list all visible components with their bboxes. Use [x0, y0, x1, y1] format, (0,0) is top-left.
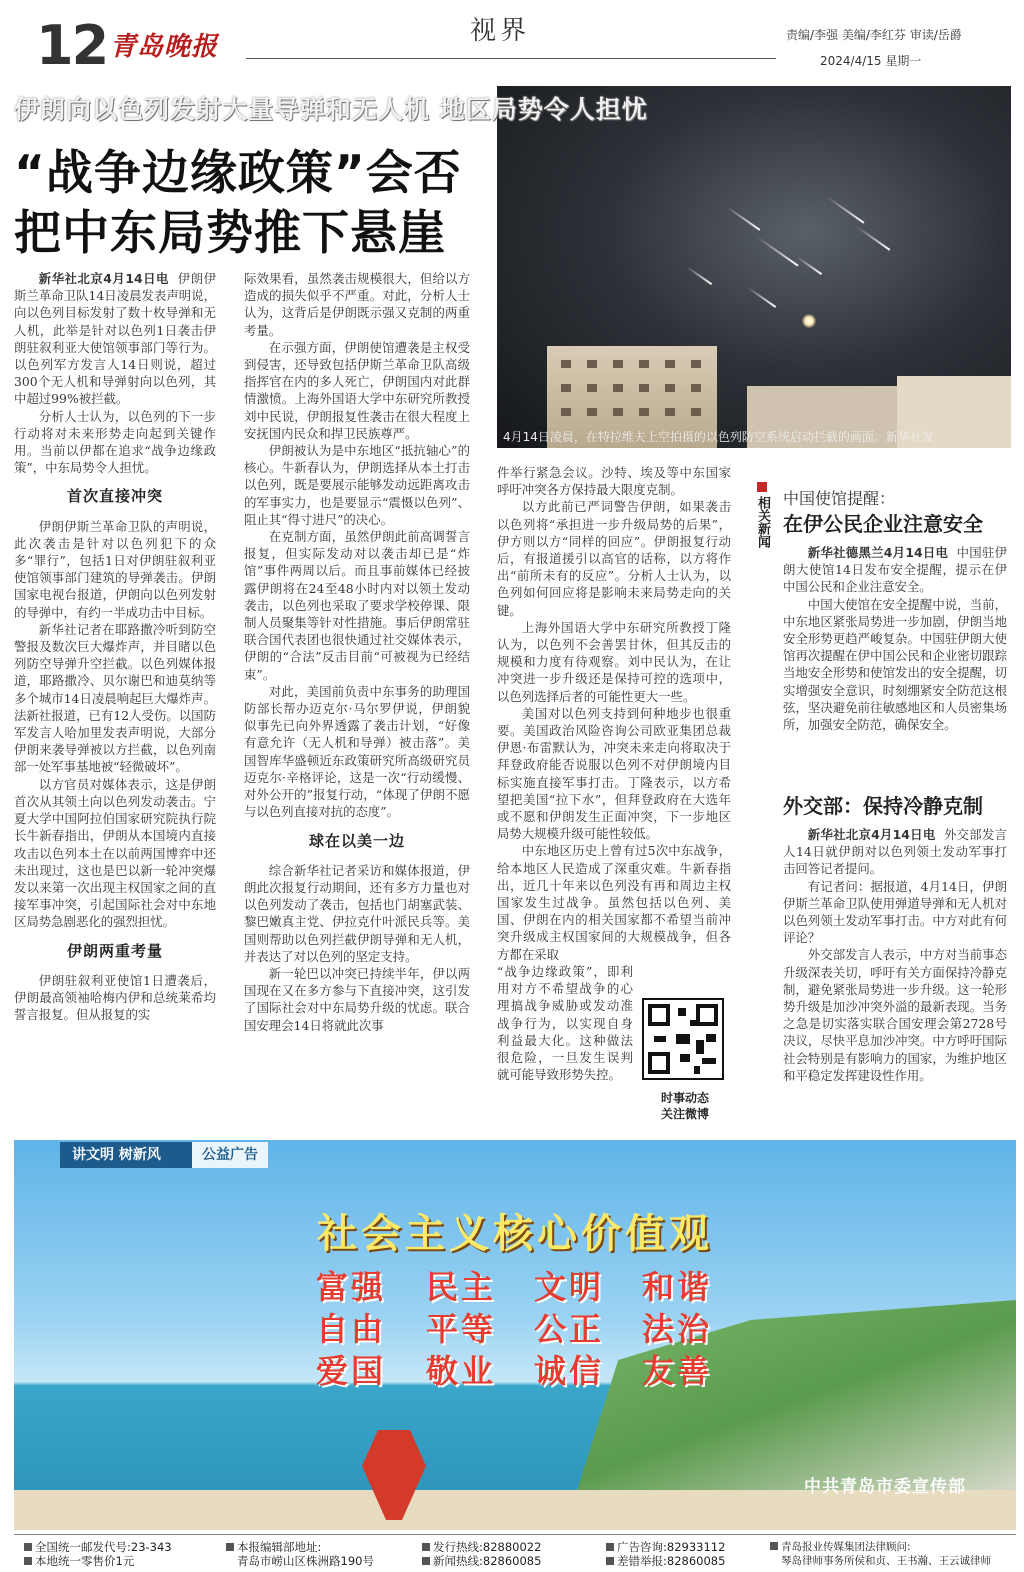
virtue: 爱国 [316, 1352, 387, 1390]
virtue: 和谐 [642, 1268, 713, 1306]
footer-rule [14, 1534, 1016, 1535]
paragraph: 有记者问：据报道，4月14日，伊朗伊斯兰革命卫队使用弹道导弹和无人机对以色列领土发动军事打击。中方对此有何评论？ [783, 878, 1007, 946]
paragraph: 外交部发言人表示，中方对当前事态升级深表关切，呼吁有关方面保持冷静克制，避免紧张局势进一步升级。这一轮形势升级是加沙冲突外溢的最新表现。当务之急是切实落实联合国安理会第2728号决议，尽快平息加沙冲突。中方呼吁国际社会特别是有影响力的国家，为维护地区和平稳定发挥建设性作用。 [783, 947, 1007, 1083]
paragraph: 分析人士认为，以色列的下一步行动将对未来形势走向起到关键作用。当前以伊都在追求“战争边缘政策”，中东局势令人担忧。 [14, 408, 216, 476]
issue-date: 2024/4/15 星期一 [820, 54, 922, 68]
paragraph-text: 伊朗伊斯兰革命卫队14日凌晨发表声明说，向以色列目标发射了数十枚导弹和无人机，此举是针对以色列1日袭击伊朗驻叙利亚大使馆领事部门等行为。以色列军方发言人14日则说，超过300个无人机和导弹射向以色列，其中超过99%被拦截。 [14, 271, 216, 407]
footer-text: 差错举报:82860085 [617, 1554, 726, 1568]
footer-text: 本地统一零售价1元 [35, 1554, 135, 1568]
paragraph [14, 270, 216, 408]
paragraph: 美国对以色列支持到何种地步也很重要。美国政治风险咨询公司欧亚集团总裁伊恩·布雷默认为，冲突未来走向将取决于拜登政府能否说服以色列不对伊朗境内目标实施直接军事打击。丁隆表示，以方希望把美国“拉下水”，但拜登政府在大选年或不愿和伊朗发生正面冲突，下一步地区局势大规模升级可能性较低。 [497, 705, 731, 842]
paragraph: 以方官员对媒体表示，这是伊朗首次从其领土向以色列发动袭击。宁夏大学中国阿拉伯国家研究院执行院长牛新春指出，伊朗从本国境内直接攻击以色列本土在以前两国博弈中还未出现过，这也是巴以新一轮冲突爆发以来第一次出现主权国家之间的直接军事冲突，引起国际社会对中东地区局势急剧恶化的强烈担忧。 [14, 776, 216, 930]
virtue: 富强 [316, 1268, 387, 1306]
paragraph: 综合新华社记者采访和媒体报道，伊朗此次报复行动期间，还有多方力量也对以色列发动了袭击，包括也门胡塞武装、黎巴嫩真主党、伊拉克什叶派民兵等。美国则帮助以色列拦截伊朗导弹和无人机，并表达了对以色列的坚定支持。 [244, 862, 470, 964]
subheading: 伊朗两重考量 [66, 941, 163, 960]
virtue: 友善 [642, 1352, 713, 1390]
related-news-label: 相关新闻 [755, 496, 770, 548]
paragraph: 在示强方面，伊朗使馆遭袭是主权受到侵害，还导致包括伊斯兰革命卫队高级指挥官在内的多人死亡，伊朗国内对此群情激愤。上海外国语大学中东研究所教授刘中民说，伊朗报复性袭击在很大程度上安抚国内民众和捍卫民族尊严。 [244, 339, 470, 441]
explosion-flare [802, 314, 816, 328]
public-service-ad [14, 1140, 1016, 1530]
article-column-1 [14, 270, 216, 1023]
footer-text: 广告咨询:82933112 [617, 1540, 726, 1554]
photo-caption: 4月14日凌晨，在特拉维夫上空拍摄的以色列防空系统启动拦截的画面。新华社发 [503, 430, 934, 444]
editor-credits: 责编/李强 美编/李红芬 审读/岳爵 [786, 28, 962, 42]
dateline: 新华社北京4月14日电 [807, 827, 936, 842]
related-headline-1: 在伊公民企业注意安全 [783, 512, 983, 536]
ad-tag-2: 公益广告 [192, 1142, 268, 1168]
interceptor-trail [856, 226, 890, 251]
paragraph-text: 外交部发言人14日就伊朗对以色列领土发动军事打击回答记者提问。 [783, 827, 1007, 877]
paragraph: 际效果看，虽然袭击规模很大，但给以方造成的损失似乎不严重。对此，分析人士认为，这背后是伊朗既示强又克制的两重考量。 [244, 271, 470, 338]
paragraph: 伊朗驻叙利亚使馆1日遭袭后，伊朗最高领袖哈梅内伊和总统莱希均誓言报复。但从报复的实 [14, 972, 216, 1023]
related-article-1 [783, 544, 1007, 733]
virtue: 文明 [534, 1268, 605, 1306]
header-rule [246, 58, 776, 59]
dateline: 新华社北京4月14日电 [38, 271, 169, 286]
paragraph: “战争边缘政策”，即利用对方不希望战争的心理搞战争威胁或发动准战争行为，以实现自身利益最大化。这种做法很危险，一旦发生误判就可能导致形势失控。 [497, 963, 633, 1083]
interceptor-trail [686, 266, 712, 285]
footer-text: 青岛报业传媒集团法律顾问: [781, 1541, 911, 1553]
footer-block-4 [606, 1540, 725, 1568]
headline-kicker: 伊朗向以色列发射大量导弹和无人机 地区局势令人担忧 [14, 95, 648, 124]
virtue: 自由 [316, 1310, 387, 1348]
section-title: 视界 [470, 16, 531, 46]
paragraph [783, 544, 1007, 596]
paragraph: 对此，美国前负责中东事务的助理国防部长帮办迈克尔·马尔罗伊说，伊朗貌似事先已向外界透露了袭击计划，“好像有意允许（无人机和导弹）被击落”。美国智库华盛顿近东政策研究所高级研究员迈克尔·辛格评论，这是一次“行动缓慢、对外公开的”报复行动，“体现了伊朗不愿与以色列直接对抗的态度”。 [244, 683, 470, 820]
newspaper-logo: 青岛晚报 [110, 32, 219, 62]
paragraph: 新华社记者在耶路撒冷听到防空警报及数次巨大爆炸声，并目睹以色列防空导弹升空拦截。以色列媒体报道，耶路撒冷、贝尔谢巴和迪莫纳等多个城市14日凌晨响起巨大爆炸声。法新社报道，已有12人受伤。以国防军发言人哈加里发表声明说，大部分伊朗来袭导弹被以方拦截，以色列南部一处军事基地被“轻微破坏”。 [14, 621, 216, 775]
ad-tag: 讲文明 树新风 [60, 1142, 192, 1168]
footer-text: 发行热线:82880022 [433, 1540, 542, 1554]
paragraph: 伊朗被认为是中东地区“抵抗轴心”的核心。牛新春认为，伊朗选择从本土打击以色列，既是要展示能够发动远距离攻击的军事实力，也是要显示“震慑以色列”、阻止其“得寸进尺”的决心。 [244, 443, 470, 527]
article-column-2 [244, 270, 470, 1034]
footer-block-1 [24, 1540, 172, 1568]
related-news-bar [755, 482, 769, 548]
related-article-2 [783, 826, 1007, 1084]
interceptor-trail [726, 206, 760, 231]
interceptor-trail [746, 286, 776, 308]
article-column-3 [497, 464, 731, 1083]
ad-sponsor: 中共青岛市委宣传部 [804, 1477, 966, 1497]
footer-text: 新闻热线:82860085 [433, 1554, 542, 1568]
virtue: 敬业 [426, 1352, 497, 1390]
paragraph: 中东地区历史上曾有过5次中东战争，给本地区人民造成了深重灾难。牛新春指出，近几十年来以色列没有再和周边主权国家发生过战争。虽然包括以色列、美国、伊朗在内的相关国家都不希望当前冲突升级成主权国家间的大规模战争，但各方都在采取 [497, 843, 731, 962]
ad-title: 社会主义核心价值观 [317, 1211, 713, 1257]
virtue: 平等 [426, 1310, 497, 1348]
footer-text: 本报编辑部地址: [237, 1540, 322, 1554]
paragraph: 上海外国语大学中东研究所教授丁隆认为，以色列不会善罢甘休，但其反击的规模和力度有待观察。刘中民认为，在让冲突进一步升级还是保持可控的选项中，以色列选择后者的可能性更大一些。 [497, 619, 731, 704]
subheading: 首次直接冲突 [66, 487, 163, 506]
paragraph: 新一轮巴以冲突已持续半年，伊以两国现在又在多方参与下直接冲突，这引发了国际社会对中东局势升级的忧虑。联合国安理会14日将就此次事 [244, 965, 470, 1033]
paragraph: 在克制方面，虽然伊朗此前高调誓言报复，但实际发动对以袭击却已是“炸馆”事件两周以后。而且事前媒体已经披露伊朗将在24至48小时内对以领土发动袭击，以色列也采取了要求学校停课、限制人员聚集等针对性措施。事后伊朗常驻联合国代表团也很快通过社交媒体表示，伊朗的“合法”反击目前“可被视为已经结束”。 [244, 529, 470, 682]
footer-block-2 [226, 1540, 374, 1568]
headline-line-2: 把中东局势推下悬崖 [14, 206, 446, 261]
footer-text: 全国统一邮发代号:23-343 [35, 1540, 172, 1554]
paragraph: 以方此前已严词警告伊朗，如果袭击以色列将“承担进一步升级局势的后果”，伊方则以方“同样的回应”。伊朗报复行动后，有报道援引以高官的话称，以方将作出“前所未有的反应”。分析人士认为，以色列如何回应将是影响未来局势走向的关键。 [497, 499, 731, 618]
paragraph-text: 中国驻伊朗大使馆14日发布安全提醒，提示在伊中国公民和企业注意安全。 [783, 545, 1008, 595]
related-headline-2: 外交部：保持冷静克制 [783, 794, 983, 818]
interceptor-trail [756, 236, 798, 266]
red-marker [757, 482, 767, 492]
virtue: 法治 [642, 1310, 713, 1348]
virtue: 诚信 [534, 1352, 605, 1390]
subheading: 球在以美一边 [308, 831, 405, 850]
interceptor-trail [826, 196, 864, 223]
paragraph [783, 826, 1007, 878]
related-kicker: 中国使馆提醒： [783, 489, 896, 508]
paragraph: 件举行紧急会议。沙特、埃及等中东国家呼吁冲突各方保持最大限度克制。 [497, 465, 731, 498]
footer-block-5 [770, 1540, 991, 1568]
coastline-city [574, 1300, 1016, 1500]
paragraph: 伊朗伊斯兰革命卫队的声明说，此次袭击是针对以色列犯下的众多“罪行”，包括1日对伊朗驻叙利亚使馆领事部门建筑的导弹袭击。伊朗国家电视台报道，伊朗向以色列发射的导弹中，有约一半成功击中目标。 [14, 518, 216, 620]
virtue: 民主 [426, 1268, 497, 1306]
headline-line-1: “战争边缘政策”会否 [14, 146, 462, 201]
dateline: 新华社德黑兰4月14日电 [807, 545, 949, 560]
paragraph: 中国大使馆在安全提醒中说，当前，中东地区紧张局势进一步加剧，伊朗当地安全形势更趋严峻复杂。中国驻伊朗大使馆再次提醒在伊中国公民和企业密切跟踪当地安全形势和使馆发出的安全提醒，切实增强安全意识，时刻绷紧安全防范这根弦，坚决避免前往敏感地区和人员密集场所，加强安全防范，确保安全。 [783, 596, 1007, 733]
qr-code[interactable] [642, 998, 724, 1080]
footer-block-3 [422, 1540, 541, 1568]
interceptor-trail [796, 256, 822, 275]
footer-text: 青岛市崂山区株洲路190号 [237, 1554, 374, 1568]
footer-text: 琴岛律师事务所侯和贞、王书瀚、王云诚律师 [781, 1555, 991, 1567]
page-number: 12 [36, 14, 108, 77]
virtue: 公正 [534, 1310, 605, 1348]
news-photo [497, 86, 1011, 448]
qr-label: 时事动态 关注微博 [660, 1091, 709, 1121]
